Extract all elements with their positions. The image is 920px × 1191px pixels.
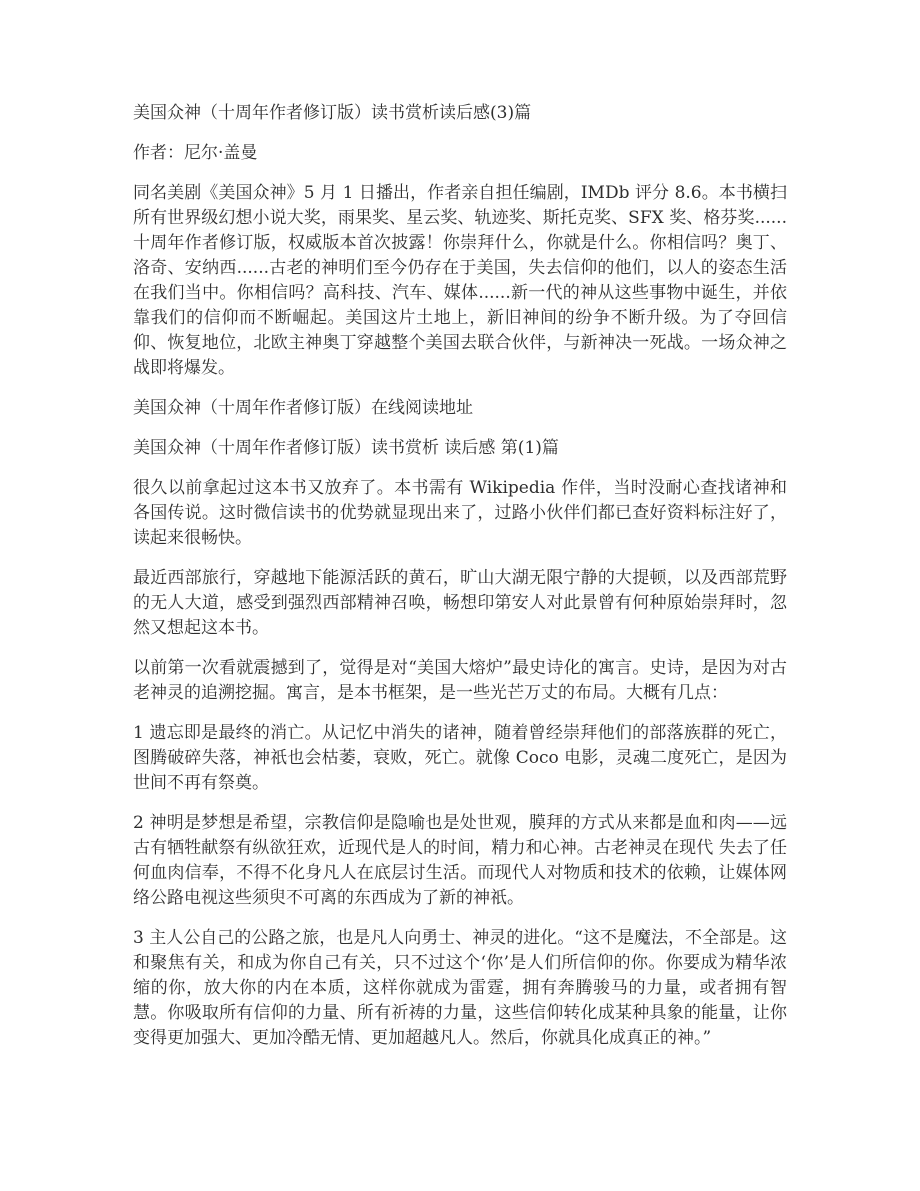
review-paragraph-1: 很久以前拿起过这本书又放弃了。本书需有 Wikipedia 作伴，当时没耐心查找诸神和各国传说。这时微信读书的优势就显现出来了，过路小伙伴们都已查好资料标注好了，读起来很畅快。 <box>133 478 787 548</box>
review-point-1: 1 遗忘即是最终的消亡。从记忆中消失的诸神，随着曾经崇拜他们的部落族群的死亡，图腾破碎失落，神祇也会枯萎，衰败，死亡。就像 Coco 电影，灵魂二度死亡，是因为世间不再有祭奠。 <box>133 723 787 793</box>
book-intro-paragraph: 同名美剧《美国众神》5 月 1 日播出，作者亲自担任编剧，IMDb 评分 8.6。本书横扫所有世界级幻想小说大奖，雨果奖、星云奖、轨迹奖、斯托克奖、SFX 奖、格芬奖......十周年作者修订版，权威版本首次披露！你崇拜什么，你就是什么。你相信吗？奥丁、洛奇、安纳西......古老的神明们至今仍存在于美国，失去信仰的他们，以人的姿态生活在我们当中。你相信吗？高科技、汽车、媒体......新一代的神从这些事物中诞生，并依靠我们的信仰而不断崛起。美国这片土地上，新旧神间的纷争不断升级。为了夺回信仰、恢复地位，北欧主神奥丁穿越整个美国去联合伙伴，与新神决一死战。一场众神之战即将爆发。 <box>133 183 787 378</box>
page-title: 美国众神（十周年作者修订版）读书赏析读后感(3)篇 <box>133 103 532 123</box>
review-point-3: 3 主人公自己的公路之旅，也是凡人向勇士、神灵的进化。“这不是魔法，不全部是。这和聚焦有关，和成为你自己有关，只不过这个‘你’是人们所信仰的你。你要成为精华浓缩的你，放大你的内在本质，这样你就成为雷霆，拥有奔腾骏马的力量，或者拥有智慧。你吸取所有信仰的力量、所有祈祷的力量，这些信仰转化成某种具象的能量，让你变得更加强大、更加冷酷无情、更加超越凡人。然后，你就具化成真正的神。” <box>133 928 787 1048</box>
review-point-2: 2 神明是梦想是希望，宗教信仰是隐喻也是处世观，膜拜的方式从来都是血和肉——远古有牺牲献祭有纵欲狂欢，近现代是人的时间，精力和心神。古老神灵在现代 失去了任何血肉信奉，不得不化身凡人在底层讨生活。而现代人对物质和技术的依赖，让媒体网络公路电视这些须臾不可离的东西成为了新的神祇。 <box>133 813 787 908</box>
review-paragraph-3: 以前第一次看就震撼到了，觉得是对“美国大熔炉”最史诗化的寓言。史诗，是因为对古老神灵的追溯挖掘。寓言，是本书框架，是一些光芒万丈的布局。大概有几点： <box>133 658 787 703</box>
author-line: 作者：尼尔·盖曼 <box>133 143 258 163</box>
review-paragraph-2: 最近西部旅行，穿越地下能源活跃的黄石，旷山大湖无限宁静的大提顿，以及西部荒野的无人大道，感受到强烈西部精神召唤，畅想印第安人对此景曾有何种原始崇拜时，忽然又想起这本书。 <box>133 568 787 638</box>
document-content <box>133 101 787 1066</box>
review-1-heading: 美国众神（十周年作者修订版）读书赏析 读后感 第(1)篇 <box>133 438 559 458</box>
online-reading-address-heading: 美国众神（十周年作者修订版）在线阅读地址 <box>133 398 473 418</box>
